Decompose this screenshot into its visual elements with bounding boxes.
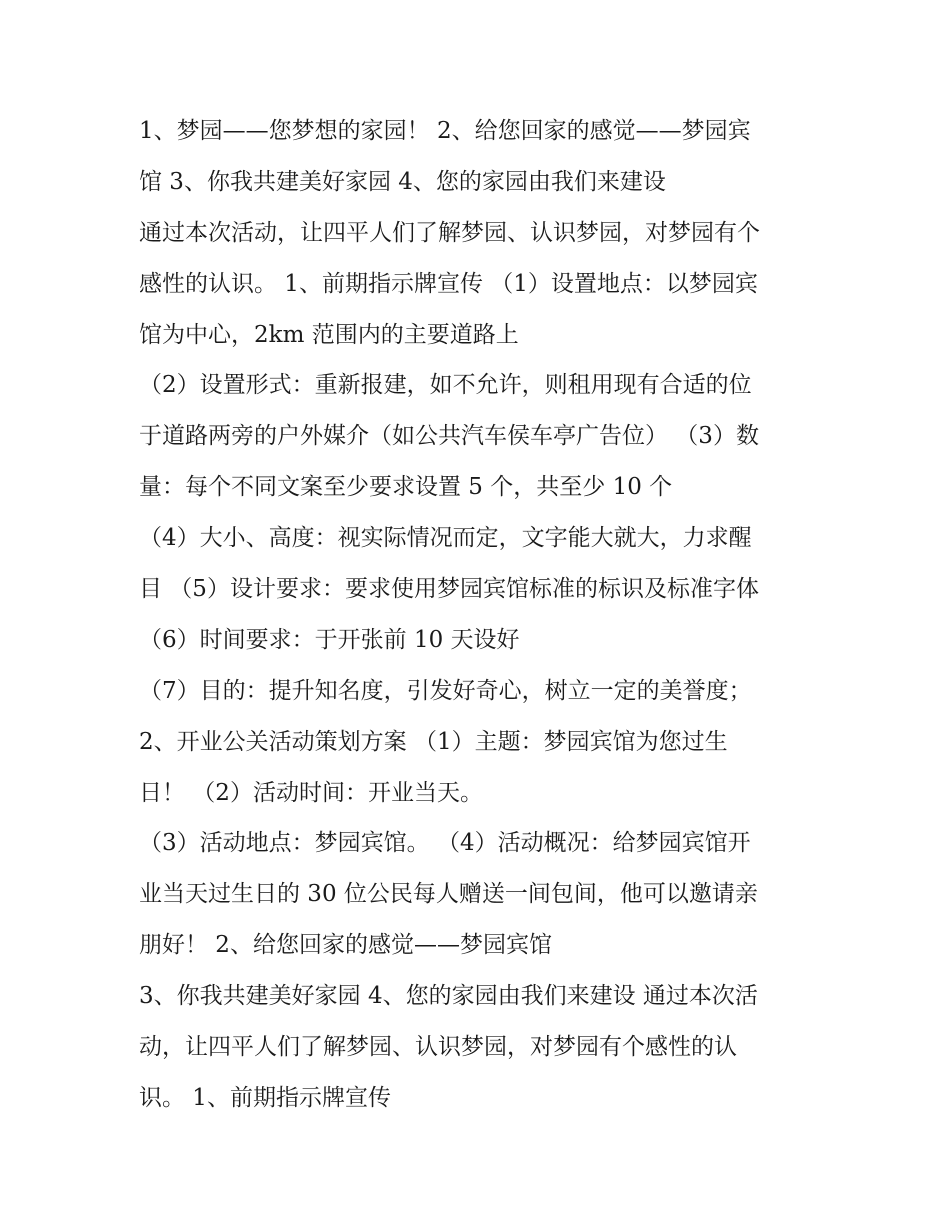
- text-line-1: 1、梦园——您梦想的家园！ 2、给您回家的感觉——梦园宾: [139, 118, 751, 144]
- text-line-12: （7）目的：提升知名度，引发好奇心，树立一定的美誉度；: [139, 677, 752, 704]
- text-line-13: 2、开业公关活动策划方案 （1）主题：梦园宾馆为您过生: [139, 728, 728, 755]
- document-body: [139, 106, 829, 1124]
- text-line-2: 馆 3、你我共建美好家园 4、您的家园由我们来建设: [139, 168, 666, 195]
- text-line-20: 识。 1、前期指示牌宣传: [139, 1084, 391, 1111]
- text-line-6: （2）设置形式：重新报建，如不允许，则租用现有合适的位: [139, 372, 752, 399]
- text-line-4: 感性的认识。 1、前期指示牌宣传 （1）设置地点：以梦园宾: [139, 270, 758, 297]
- text-line-15: （3）活动地点：梦园宾馆。 （4）活动概况：给梦园宾馆开: [139, 830, 751, 857]
- text-line-16: 业当天过生日的 30 位公民每人赠送一间包间，他可以邀请亲: [139, 881, 758, 908]
- text-line-5: 馆为中心，2km 范围内的主要道路上: [139, 321, 519, 348]
- text-line-9: （4）大小、高度：视实际情况而定，文字能大就大，力求醒: [139, 525, 752, 552]
- text-line-8: 量：每个不同文案至少要求设置 5 个，共至少 10 个: [139, 474, 673, 501]
- text-line-7: 于道路两旁的户外媒介（如公共汽车侯车亭广告位） （3）数: [139, 423, 759, 450]
- text-line-14: 日！ （2）活动时间：开业当天。: [139, 779, 483, 806]
- text-line-11: （6）时间要求：于开张前 10 天设好: [139, 626, 520, 653]
- text-line-18: 3、你我共建美好家园 4、您的家园由我们来建设 通过本次活: [139, 983, 758, 1010]
- text-line-19: 动，让四平人们了解梦园、认识梦园，对梦园有个感性的认: [139, 1034, 737, 1061]
- text-line-10: 目 （5）设计要求：要求使用梦园宾馆标准的标识及标准字体: [139, 576, 759, 603]
- text-line-3: 通过本次活动，让四平人们了解梦园、认识梦园，对梦园有个: [139, 219, 760, 246]
- text-line-17: 朋好！ 2、给您回家的感觉——梦园宾馆: [139, 932, 552, 959]
